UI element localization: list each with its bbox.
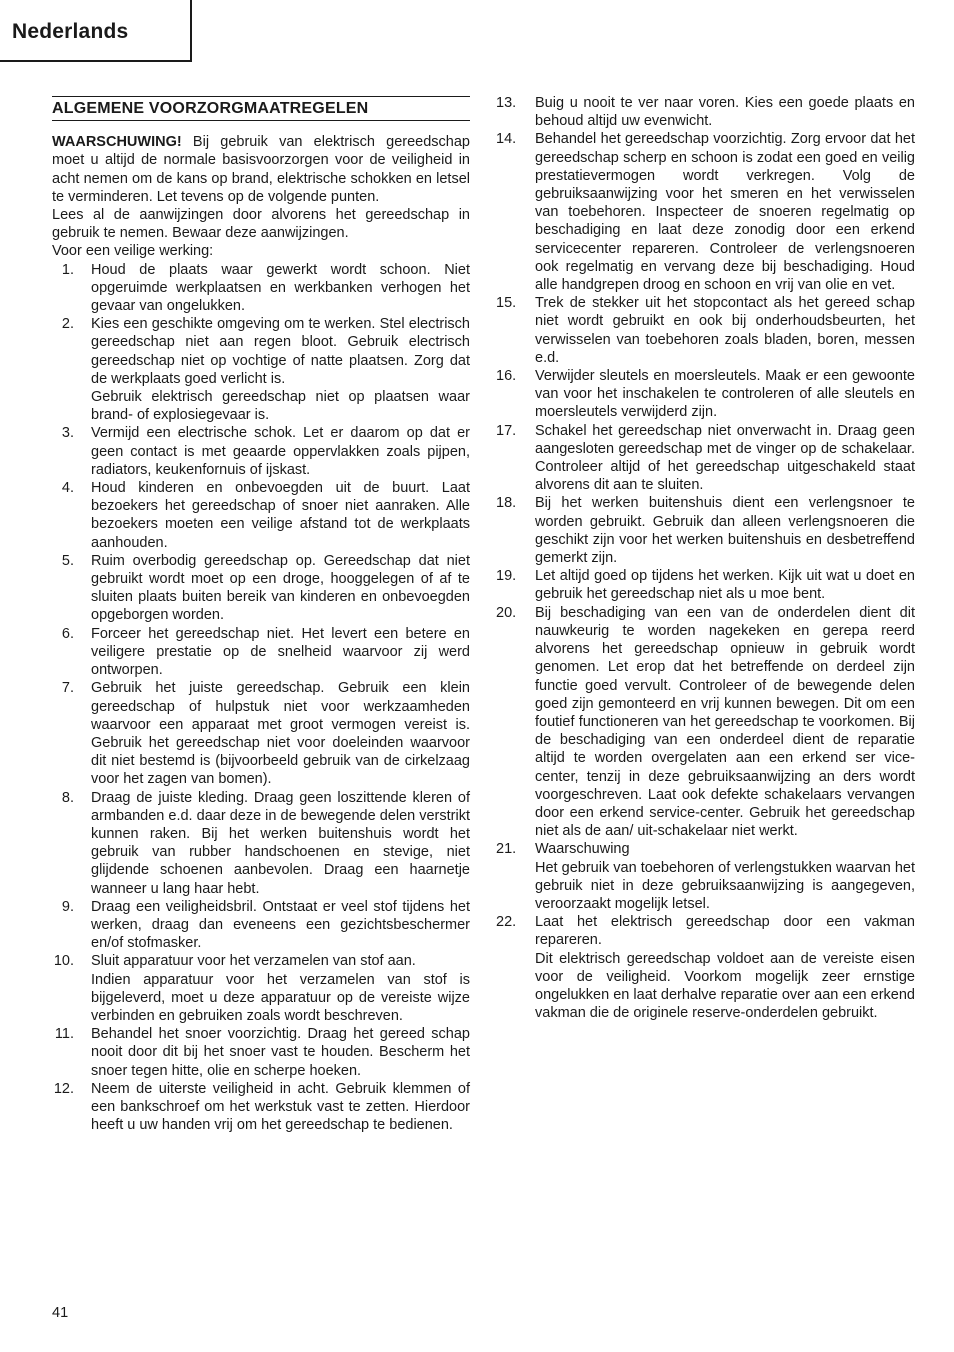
precautions-list-right [496,94,915,1022]
list-item [496,422,915,495]
item-text: Forceer het gereedschap niet. Het levert een betere en veiligere prestatie op de snelheid waarvoor zij werd ontworpen. [91,625,470,679]
item-text: Laat het elektrisch gereedschap door een vakman repareren. [535,914,915,949]
warning-label: WAARSCHUWING! [52,134,182,151]
item-number: 8. [61,789,74,806]
item-text: Draag de juiste kleding. Draag geen loszittende kleren of armbanden e.d. daar deze in de bewegende delen verstrikt kunnen raken. Bij het werken buitenshuis wordt het gebruik van rubber handschoenen en stevige, niet glijdende schoenen aanbevolen. Draag een haarnetje wanneer u lang haar hebt. [91,789,470,897]
list-item [52,952,470,1025]
list-item [496,567,915,603]
item-text: Gebruik het juiste gereedschap. Gebruik een klein gereedschap of hulpstuk niet voor werkzaamheden waarvoor een apparaat met groot vermogen vereist is. Gebruik het gereedschap niet voor doeleinden waarvoor dit niet bestemd is (bijvoorbeeld gebruik van de cirkelzaag voor het zagen van bomen). [91,680,470,788]
item-number: 17. [496,422,517,439]
language-tab [0,0,192,62]
item-number: 12. [53,1080,74,1097]
item-text: Waarschuwing [535,841,630,858]
list-item [496,294,915,367]
item-number: 7. [61,680,74,697]
list-item [496,840,915,913]
item-number: 21. [496,841,517,858]
item-number: 2. [61,316,74,333]
item-number: 5. [61,552,74,569]
list-item [496,494,915,567]
list-item [52,1080,470,1135]
item-text: Bij het werken buitenshuis dient een verlengsnoer te worden gebruikt. Gebruik dan alleen verlengsnoeren die geschikt zijn voor het werken buitenshuis en desbetreffend gemerkt zijn. [535,495,915,567]
item-text: Vermijd een electrische schok. Let er daarom op dat er geen contact is met geaarde oppervlakken zoals pijpen, radiators, keukenfornuis of ijskast. [91,425,470,478]
item-number: 1. [61,261,74,278]
item-number: 13. [496,95,517,111]
item-text: Trek de stekker uit het stopcontact als het gereed schap niet wordt gebruikt en ook bij onderhoudsbeurten, het verwisselen van toebehoren zoals bladen, boren, messen e.d. [535,295,915,366]
item-text: Draag een veiligheidsbril. Ontstaat er veel stof tijdens het werken, draag dan eveneens een gezichtsbeschermer en/of stofmasker. [91,898,470,952]
warning-paragraph [52,133,470,206]
list-item [496,604,915,841]
list-item [52,315,470,424]
item-number: 4. [61,480,74,497]
item-extra-text: Dit elektrisch gereedschap voldoet aan de vereiste eisen voor de veiligheid. Voorkom mogelijk zeer ernstige ongelukken en laat derhalve reparatie over aan een erkend vakman die de originele reserve-onderdelen gebruikt. [535,950,915,1022]
item-number: 6. [61,625,74,642]
list-item [52,479,470,552]
item-text: Buig u nooit te ver naar voren. Kies een goede plaats en behoud altijd uw evenwicht. [535,95,915,130]
list-item [52,789,470,898]
item-text: Behandel het snoer voorzichtig. Draag het gereed schap nooit door dit bij het snoer vast te houden. Bescherm het snoer tegen hitte, olie en scherpe hoeken. [91,1026,470,1079]
precautions-list-left [52,261,470,1135]
warning-text: Bij gebruik van elektrisch gereedschap moet u altijd de normale basisvoorzorgen voor de veiligheid in acht nemen om de kans op brand, elektrische schokken en letsel te verminderen. Let tevens op de volgende punten. [52,134,470,205]
list-item [496,130,915,294]
list-item [496,913,915,1022]
item-extra-text: Gebruik elektrisch gereedschap niet op plaatsen waar brand- of explosiegevaar is. [91,389,470,424]
left-column [52,96,470,1134]
item-text: Verwijder sleutels en moersleutels. Maak er een gewoonte van voor het inschakelen te controleren of alle sleutels en moersleutels verwijderd zijn. [535,368,915,421]
item-text: Neem de uiterste veiligheid in acht. Gebruik klemmen of een bankschroef om het werkstuk vast te zetten. Hierdoor heeft u uw handen vrij om het gereedschap te bedienen. [91,1080,470,1134]
item-text: Let altijd goed op tijdens het werken. Kijk uit wat u doet en gebruik het gereedschap niet als u moe bent. [535,568,915,603]
list-item [52,552,470,625]
item-number: 22. [496,914,517,931]
item-text: Houd kinderen en onbevoegden uit de buurt. Laat bezoekers het gereedschap of snoer niet aanraken. Alle bezoekers moeten een veilige afstand tot de werkplaats aanhouden. [91,480,470,551]
item-number: 14. [496,131,517,148]
item-number: 15. [496,295,517,312]
item-text: Ruim overbodig gereedschap op. Gereedschap dat niet gebruikt wordt moet op een droge, hooggelegen of af te sluiten plaats buiten bereik van kinderen en onbevoegden opgeborgen worden. [91,552,470,624]
safe-operation-text: Voor een veilige werking: [52,243,214,260]
item-number: 19. [496,568,517,585]
item-text: Behandel het gereedschap voorzichtig. Zorg ervoor dat het gereedschap scherp en schoon is zodat een goed en veilig prestatievermogen wordt verkregen. Volg de gebruiksaanwijzing voor het smeren en het verwisselen van toebehoren. Inspecteer de snoeren regelmatig op beschadiging en laat deze zonodig door een erkend servicecenter repareren. Controleer de verlengsnoeren ook regelmatig en vervang deze bij beschadiging. Houd alle handgrepen droog en schoon en vrij van olie en vet. [535,131,915,294]
read-instructions-text: Lees al de aanwijzingen door alvorens het gereedschap in gebruik te nemen. Bewaar deze aanwijzingen. [52,207,470,242]
list-item [52,424,470,479]
section-title: ALGEMENE VOORZORGMAATREGELEN [52,96,470,121]
item-number: 3. [61,425,74,442]
item-number: 16. [496,368,517,385]
item-text: Bij beschadiging van een van de onderdelen dient dit nauwkeurig te worden nagekeken en gerepa reerd alvorens het gereedschap opnieuw in gebruik wordt genomen. Let erop dat het betreffende on derdeel zijn functie goed vervult. Controleer of de bewegende delen goed zijn gemonteerd en vrij kunnen bewegen. Dit om een foutief functioneren van het gereedschap te voorkomen. Bij de beschadiging van een onderdeel dient de reparatie altijd te worden overgelaten aan een erkend ser vice-center, tenzij in deze gebruiksaanwijzing an ders wordt voorgeschreven. Laat ook defekte schakelaars vervangen door een erkend service-center. Gebruik het gereedschap niet als de aan/ uit-schakelaar niet werkt. [535,604,915,840]
list-item [52,261,470,316]
item-text: Sluit apparatuur voor het verzamelen van stof aan. [91,953,416,970]
list-item [52,679,470,788]
list-item [52,898,470,953]
language-label: Nederlands [12,20,129,43]
item-number: 11. [54,1026,74,1043]
item-extra-text: Indien apparatuur voor het verzamelen van stof is bijgeleverd, moet u deze apparatuur op de vereiste wijze verbinden en gebruiken zoals wordt beschreven. [91,971,470,1024]
item-text: Kies een geschikte omgeving om te werken. Stel electrisch gereedschap niet aan regen bloot. Gebruik electrisch gereedschap niet op vochtige of natte plaatsen. Zorg dat de werkplaats goed verlicht is. [91,316,470,387]
right-column [496,94,915,1022]
list-item [496,94,915,130]
list-item [496,367,915,422]
list-item [52,1025,470,1080]
list-item [52,625,470,680]
item-number: 9. [61,898,74,915]
item-number: 20. [496,604,517,621]
item-number: 18. [496,495,517,512]
item-extra-text: Het gebruik van toebehoren of verlengstukken waarvan het gebruik niet in deze gebruiksaanwijzing is aangegeven, veroorzaakt mogelijk letsel. [535,859,915,912]
page-number: 41 [52,1305,69,1321]
item-text: Houd de plaats waar gewerkt wordt schoon. Niet opgeruimde werkplaatsen en werkbanken verhogen het gevaar van ongelukken. [91,261,470,315]
item-text: Schakel het gereedschap niet onverwacht in. Draag geen aangesloten gereedschap met de vinger op de schakelaar. Controleer altijd of het gereedschap uitgeschakeld staat alvorens dit aan te sluiten. [535,422,915,494]
item-number: 10. [53,953,74,970]
